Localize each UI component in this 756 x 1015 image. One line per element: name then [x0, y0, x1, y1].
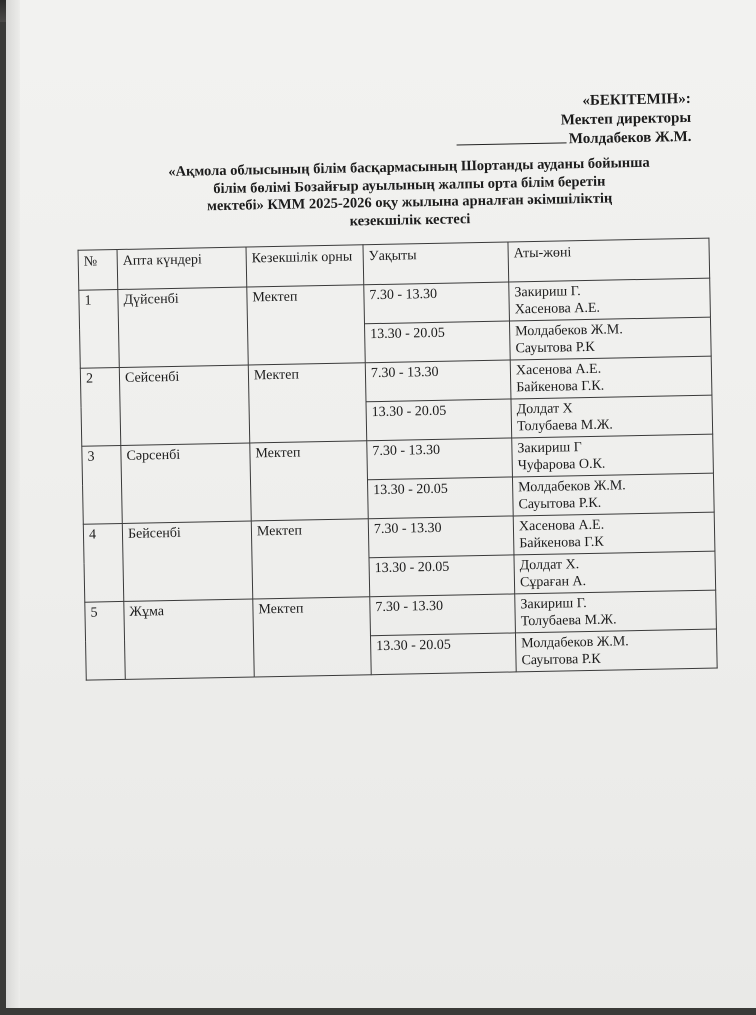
document-title [144, 154, 675, 234]
cell-time: 13.30 - 20.05 [370, 633, 516, 675]
cell-names [515, 629, 717, 672]
cell-day: Сәрсенбі [121, 443, 251, 523]
cell-names [509, 317, 711, 360]
cell-time: 7.30 - 13.30 [365, 360, 511, 402]
staff-name: Закириш Г. [520, 596, 587, 613]
cell-day: Бейсенбі [122, 521, 252, 601]
signature-blank [457, 130, 567, 145]
cell-names [512, 434, 714, 477]
approval-heading: «БЕКІТЕМІН»: [582, 90, 691, 110]
title-line-1: «Ақмола облысының білім басқармасының Шортанды ауданы бойынша [168, 154, 650, 181]
approval-block [361, 90, 692, 153]
cell-num: 2 [80, 367, 120, 446]
cell-place: Мектеп [253, 597, 371, 677]
header-names: Аты-жөні [508, 238, 710, 282]
approval-position: Мектеп директоры [560, 109, 692, 129]
staff-name: Байкенова Г.К. [516, 378, 605, 396]
cell-num: 1 [79, 289, 119, 368]
cell-names [509, 278, 711, 321]
staff-name: Сауытова Р.К [521, 651, 601, 669]
cell-time: 7.30 - 13.30 [364, 282, 510, 324]
cell-names [515, 590, 717, 633]
header-time: Уақыты [363, 242, 509, 285]
staff-name: Хасенова А.Е. [514, 300, 601, 318]
cell-place: Мектеп [247, 285, 365, 365]
staff-name: Долдат Х. [519, 557, 580, 574]
cell-day: Жұма [124, 599, 254, 679]
staff-name: Закириш Г [517, 440, 582, 457]
staff-name: Сұраған А. [519, 574, 587, 591]
staff-name: Сауытова Р.К [515, 339, 595, 357]
cell-num: 4 [83, 523, 123, 602]
cell-time: 7.30 - 13.30 [367, 438, 513, 480]
staff-name: Молдабеков Ж.М. [515, 322, 623, 340]
cell-time: 13.30 - 20.05 [369, 555, 515, 597]
title-line-3: мектебі» КММ 2025-2026 оқу жылына арналған әкімшіліктің [206, 190, 613, 215]
staff-name: Хасенова А.Е. [518, 517, 605, 535]
staff-name: Толубаева М.Ж. [520, 612, 617, 630]
cell-place: Мектеп [251, 519, 369, 599]
cell-place: Мектеп [248, 363, 366, 443]
header-num: № [78, 250, 118, 291]
cell-time: 7.30 - 13.30 [370, 594, 516, 636]
cell-names [513, 512, 715, 555]
cell-day: Дүйсенбі [118, 287, 248, 367]
cell-time: 13.30 - 20.05 [364, 321, 510, 363]
bleed-through-text [67, 845, 727, 872]
staff-name: Долдат Х [516, 401, 573, 418]
header-day: Апта күндері [117, 247, 247, 289]
cell-place: Мектеп [250, 441, 368, 521]
title-line-2: білім бөлімі Бозайғыр ауылының жалпы орта білім беретін [213, 173, 606, 197]
header-place: Кезекшілік орны [246, 245, 364, 287]
cell-time: 13.30 - 20.05 [366, 399, 512, 441]
staff-name: Закириш Г. [514, 284, 581, 301]
duty-schedule-table [78, 238, 718, 681]
cell-num: 5 [85, 601, 125, 680]
approval-director-name: Молдабеков Ж.М. [568, 128, 692, 148]
cell-names [510, 356, 712, 399]
staff-name: Сауытова Р.К. [518, 495, 602, 513]
staff-name: Молдабеков Ж.М. [518, 478, 626, 496]
staff-name: Молдабеков Ж.М. [521, 634, 629, 652]
staff-name: Чуфарова О.К. [517, 456, 606, 474]
cell-names [514, 551, 716, 594]
cell-time: 13.30 - 20.05 [367, 477, 513, 519]
staff-name: Хасенова А.Е. [515, 361, 602, 379]
cell-num: 3 [82, 445, 122, 524]
cell-names [511, 395, 713, 438]
table-body [79, 278, 717, 680]
cell-names [512, 473, 714, 516]
title-line-4: кезекшілік кестесі [349, 210, 471, 230]
cell-time: 7.30 - 13.30 [368, 516, 514, 558]
cell-day: Сейсенбі [119, 365, 249, 445]
staff-name: Толубаева М.Ж. [516, 417, 613, 435]
staff-name: Байкенова Г.К [519, 534, 604, 552]
